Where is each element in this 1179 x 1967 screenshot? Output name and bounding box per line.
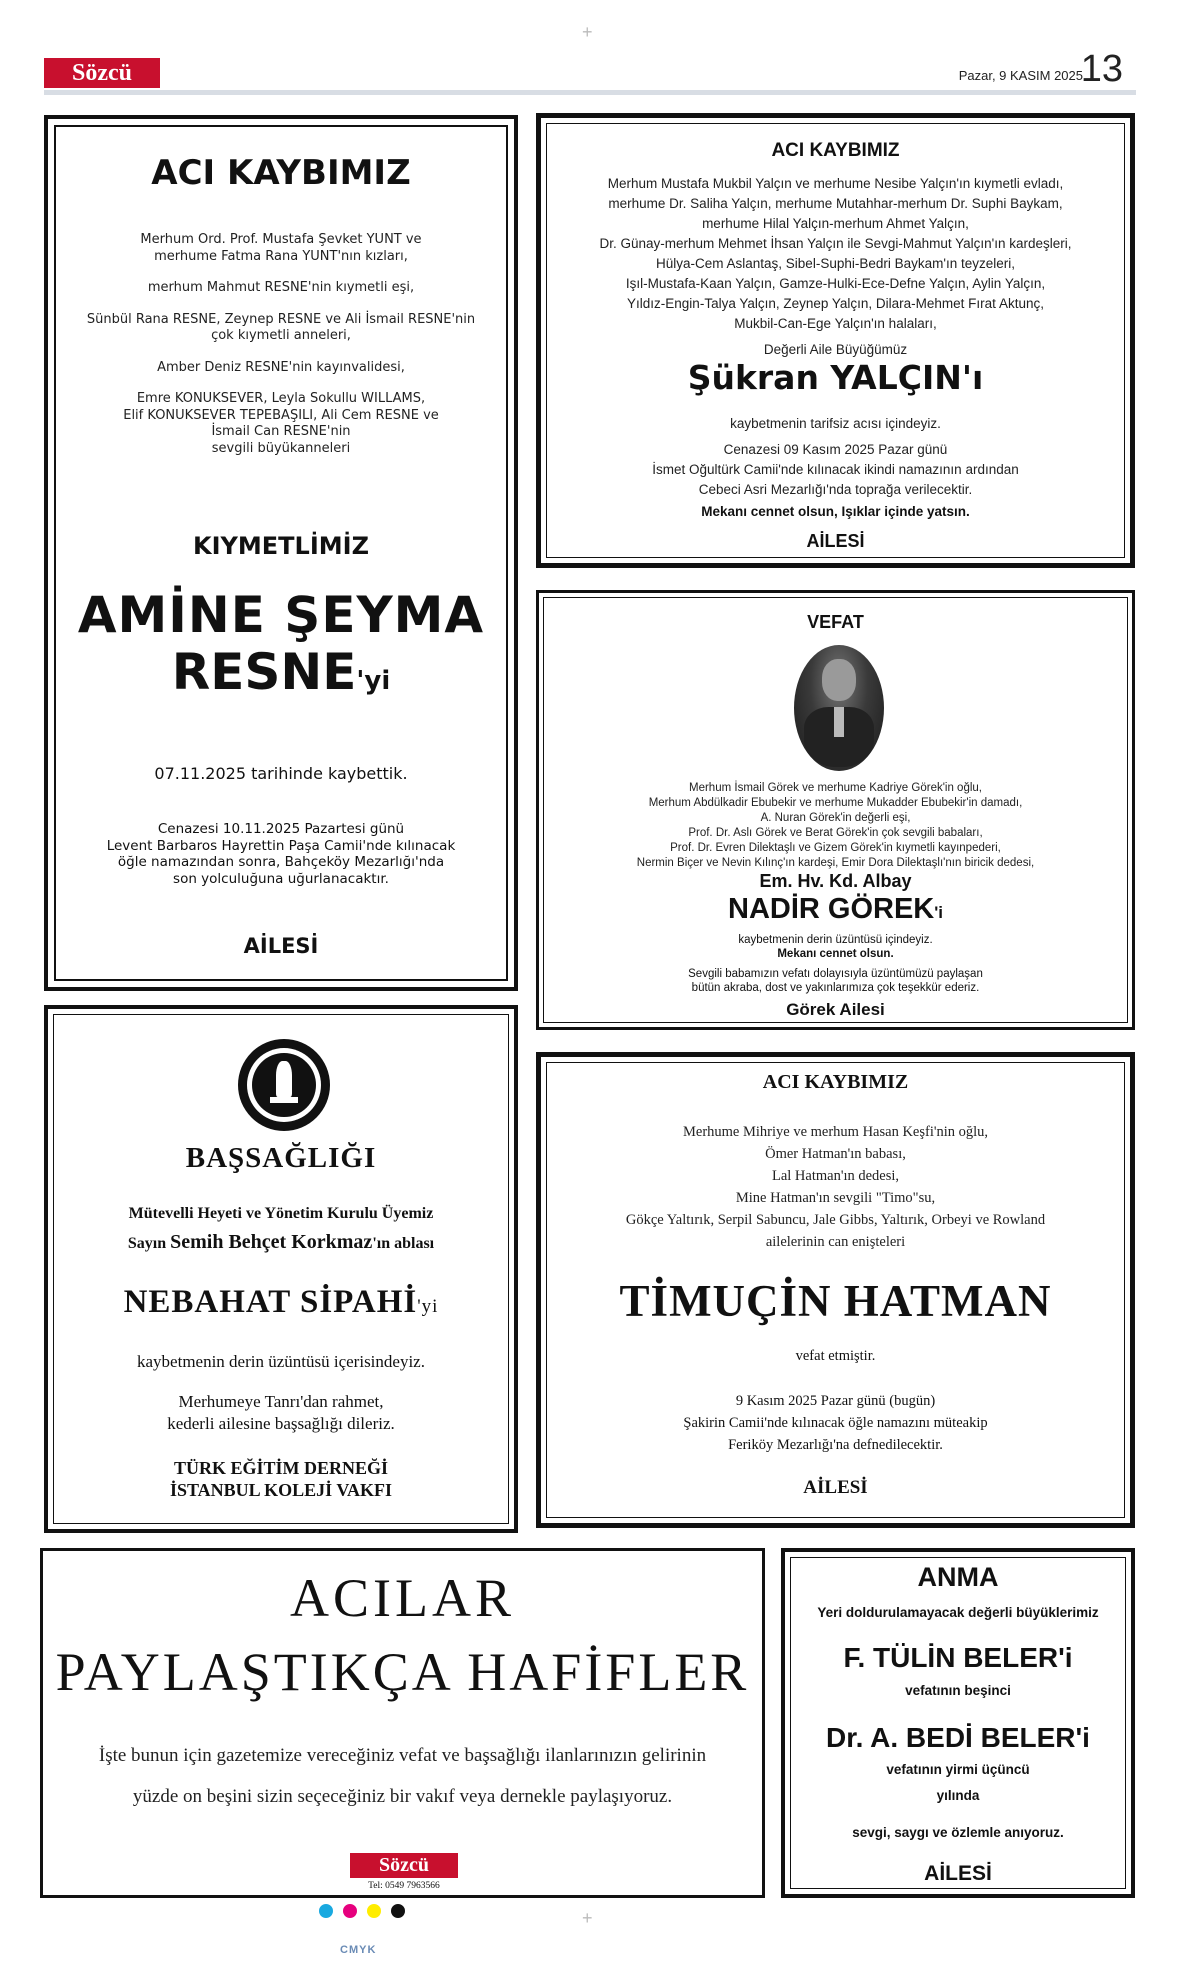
ad-title: ANMA [917, 1562, 999, 1592]
condolence-ad-ted [44, 1005, 518, 1533]
signature: AİLESİ [243, 934, 319, 958]
deceased-name: AMİNE ŞEYMA [77, 586, 485, 644]
ad-title: BAŞSAĞLIĞI [185, 1142, 377, 1174]
ad-body: Merhum Ord. Prof. Mustafa Şevket YUNT ve merhume Fatma Rana YUNT'nın kızları, merhum Mahmut RESNE'nin kıymetli eşi, Sünbül Rana RESNE, Zeynep RESNE ve Ali İsmail RESNE'nin çok kıymetli anneleri, Amber Deniz RESNE'nin kayınvalidesi, Emre KONUKSEVER, Leyla Sokullu WILLAMS, Elif KONUKSEVER TEPEBAŞILI, Ali Cem RESNE ve İsmail Can RESNE'nin sevgili büyükanneleri [86, 232, 476, 456]
status-line: vefat etmiştir. [795, 1348, 876, 1364]
signature: AİLESİ [803, 1477, 868, 1498]
thanks-note: Sevgili babamızın vefatı dolayısıyla üzüntümüzü paylaşan bütün akraba, dost ve yakınlarımıza çok teşekkür ederiz. [688, 968, 983, 994]
intro-line: Yeri doldurulamayacak değerli büyüklerimiz [817, 1605, 1099, 1620]
registration-mark: + [582, 1908, 593, 1928]
ad-title: ACI KAYBIMIZ [771, 140, 900, 161]
relation-line: Sayın Semih Behçet Korkmaz'ın ablası [127, 1231, 435, 1253]
page-number: 13 [1080, 48, 1123, 90]
newspaper-logo: Sözcü [44, 58, 160, 88]
ad-title: ACI KAYBIMIZ [151, 153, 411, 193]
ad-title: ACI KAYBIMIZ [762, 1071, 909, 1093]
obituary-ad-gorek [536, 590, 1135, 1030]
obituary-ad-hatman [536, 1052, 1135, 1528]
sozcu-logo: Sözcü [350, 1853, 458, 1878]
cmyk-magenta-swatch [343, 1904, 357, 1918]
note-second: vefatının yirmi üçüncü [886, 1762, 1030, 1777]
death-date: 07.11.2025 tarihinde kaybettik. [154, 764, 408, 783]
cmyk-label: CMYK [340, 1944, 377, 1956]
funeral-info: 9 Kasım 2025 Pazar günü (bugün) Şakirin Camii'nde kılınacak öğle namazını müteakip Feriköy Mezarlığı'na defnedilecektir. [683, 1393, 988, 1453]
ad-body: Merhum Mustafa Mukbil Yalçın ve merhume Nesibe Yalçın'ın kıymetli evladı, merhume Dr. Saliha Yalçın, merhume Mutahhar-merhum Dr. Suphi Baykam, merhume Hilal Yalçın-merhum Ahmet Yalçın, Dr. Günay-merhum Mehmet İhsan Yalçın ile Sevgi-Mahmut Yalçın'ın kardeşleri, Hülya-Cem Aslantaş, Sibel-Suphi-Bedri Baykam'ın teyzeleri, Işıl-Mustafa-Kaan Yalçın, Gamze-Hulki-Ece-Defne Yalçın, Aylin Yalçın, Yıldız-Engin-Talya Yalçın, Zeynep Yalçın, Dilara-Mehmet Fırat Aktunç, Mukbil-Can-Ege Yalçın'ın halaları, Değerli Aile Büyüğümüz [599, 176, 1072, 357]
issue-date: Pazar, 9 KASIM 2025 [958, 68, 1083, 83]
name-second: Dr. A. BEDİ BELER'i [826, 1722, 1090, 1753]
deceased-name: NEBAHAT SİPAHİ'yi [123, 1284, 439, 1320]
rank: Em. Hv. Kd. Albay [759, 871, 912, 891]
cmyk-black-swatch [391, 1904, 405, 1918]
promo-body: İşte bunun için gazetemize vereceğiniz vefat ve başsağlığı ilanlarınızın gelirinin yüzde on beşini sizin seçeceğiniz bir vakıf veya dernekle paylaşıyoruz. [98, 1745, 707, 1807]
memorial-ad-beler [781, 1548, 1135, 1898]
contact-phone: Tel: 0549 7963566 [368, 1881, 440, 1891]
wish-lines: Merhumeye Tanrı'dan rahmet, kederli ailesine başsağlığı dileriz. [167, 1392, 395, 1433]
ted-emblem-icon [238, 1039, 330, 1131]
funeral-info: Cenazesi 10.11.2025 Pazartesi günü Levent Barbaros Hayrettin Paşa Camii'nde kılınacak öğle namazından sonra, Bahçeköy Mezarlığı'nda son yolculuğuna uğurlanacaktır. [106, 821, 456, 887]
funeral-info: kaybetmenin tarifsiz acısı içindeyiz. Cenazesi 09 Kasım 2025 Pazar günü İsmet Oğultürk Camii'nde kılınacak ikindi namazının ardından Cebeci Asri Mezarlığı'nda toprağa verilecektir. [652, 416, 1019, 497]
obituary-ad-resne [44, 115, 518, 991]
name-first: F. TÜLİN BELER'i [843, 1642, 1073, 1673]
ad-body: Merhum İsmail Görek ve merhume Kadriye Görek'in oğlu, Merhum Abdülkadir Ebubekir ve merhume Mukadder Ebubekir'in damadı, A. Nuran Görek'in değerli eşi, Prof. Dr. Aslı Görek ve Berat Görek'in çok sevgili babaları, Prof. Dr. Evren Dilektaşlı ve Gizem Görek'in kıymetli kayınpederi, Nermin Biçer ve Nevin Kılınç'ın kardeşi, Emir Dora Dilektaşlı'nın biricik dedesi, [636, 782, 1035, 869]
note-first: vefatının beşinci [905, 1683, 1011, 1698]
deceased-name: TİMUÇİN HATMAN [619, 1276, 1052, 1326]
deceased-name: NADİR GÖREK'i [728, 893, 943, 925]
board-line: Mütevelli Heyeti ve Yönetim Kurulu Üyemiz [128, 1205, 434, 1222]
ad-title: VEFAT [807, 612, 864, 632]
promo-title-line2: PAYLAŞTIKÇA HAFİFLER [55, 1642, 750, 1702]
deceased-name: Şükran YALÇIN'ı [687, 358, 984, 397]
deceased-portrait [794, 645, 884, 771]
loss-line: kaybetmenin derin üzüntüsü içerisindeyiz. [137, 1352, 425, 1371]
promo-ad-sozcu [40, 1548, 765, 1898]
signature: AİLESİ [924, 1862, 992, 1885]
organization-signature: TÜRK EĞİTİM DERNEĞİ İSTANBUL KOLEJİ VAKFI [169, 1458, 393, 1500]
promo-title-line1: ACILAR [290, 1568, 515, 1628]
closing-line: sevgi, saygı ve özlemle anıyoruz. [852, 1825, 1064, 1840]
cmyk-cyan-swatch [319, 1904, 333, 1918]
signature: AİLESİ [806, 531, 865, 551]
note-second-year: yılında [936, 1788, 980, 1803]
header-divider [44, 90, 1136, 95]
registration-mark: + [582, 22, 593, 42]
obituary-ad-yalcin [536, 113, 1135, 568]
loss-line: kaybetmenin derin üzüntüsü içindeyiz. Mekanı cennet olsun. [738, 934, 933, 960]
signature: Görek Ailesi [786, 1000, 885, 1019]
prayer-line: Mekanı cennet olsun, Işıklar içinde yatsın. [701, 504, 970, 519]
deceased-surname: RESNE'yi [171, 643, 391, 701]
ad-subtitle: KIYMETLİMİZ [193, 532, 369, 560]
ad-body: Merhume Mihriye ve merhum Hasan Keşfi'nin oğlu, Ömer Hatman'ın babası, Lal Hatman'ın dedesi, Mine Hatman'ın sevgili "Timo"su, Gökçe Yaltırık, Serpil Sabuncu, Jale Gibbs, Yaltırık, Orbeyi ve Rowland ailelerinin can enişteleri [625, 1124, 1046, 1250]
cmyk-yellow-swatch [367, 1904, 381, 1918]
